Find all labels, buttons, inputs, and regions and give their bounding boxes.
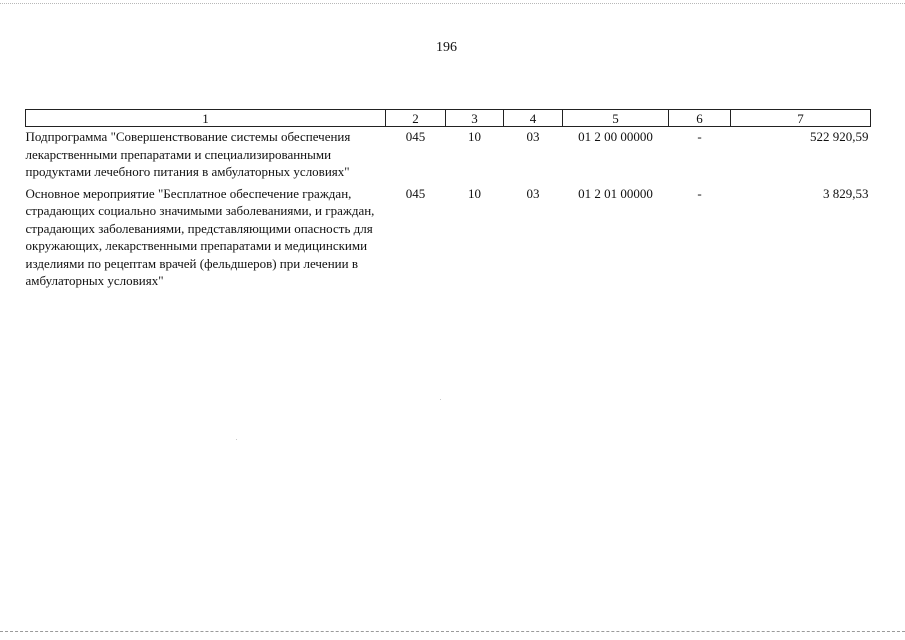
scan-edge-bottom: [0, 631, 905, 632]
row-col2: 045: [405, 129, 426, 144]
budget-table: [25, 109, 871, 290]
row-amount: 3 829,53: [823, 185, 869, 201]
row-name: Основное мероприятие "Бесплатное обеспечение граждан, страдающих социально значимыми заболеваниями, и граждан, страдающих заболеваниями, представляющими опасность для окружающих, лекарственными препаратами и медицинскими изделиями по рецептам врачей (фельдшеров) при лечении в амбулаторных условиях": [25, 185, 375, 288]
column-header-3: 3: [446, 110, 504, 127]
row-col6: -: [697, 129, 702, 144]
scan-speck: [440, 399, 441, 400]
row-col6: -: [697, 185, 702, 201]
row-col3: 10: [468, 185, 481, 201]
table-row: [26, 185, 871, 290]
column-header-4: 4: [504, 110, 563, 127]
row-col4: 03: [526, 185, 540, 201]
scan-speck: [236, 439, 237, 440]
row-col5: 01 2 00 00000: [578, 129, 653, 144]
table-header-row: [26, 110, 871, 127]
column-header-1: 1: [26, 110, 386, 127]
row-name: Подпрограмма "Совершенствование системы обеспечения лекарственными препаратами и специализированными продуктами лечебного питания в амбулаторных условиях": [25, 129, 351, 179]
column-header-7: 7: [731, 110, 871, 127]
column-header-6: 6: [669, 110, 731, 127]
row-col4: 03: [526, 129, 540, 144]
row-amount: 522 920,59: [810, 129, 869, 144]
scan-edge-top: [0, 3, 905, 4]
table-row: [26, 127, 871, 185]
column-header-2: 2: [386, 110, 446, 127]
row-col5: 01 2 01 00000: [578, 185, 653, 201]
row-col2: 045: [405, 185, 426, 201]
row-col3: 10: [468, 129, 481, 144]
page-number: 196: [436, 40, 457, 55]
column-header-5: 5: [563, 110, 669, 127]
